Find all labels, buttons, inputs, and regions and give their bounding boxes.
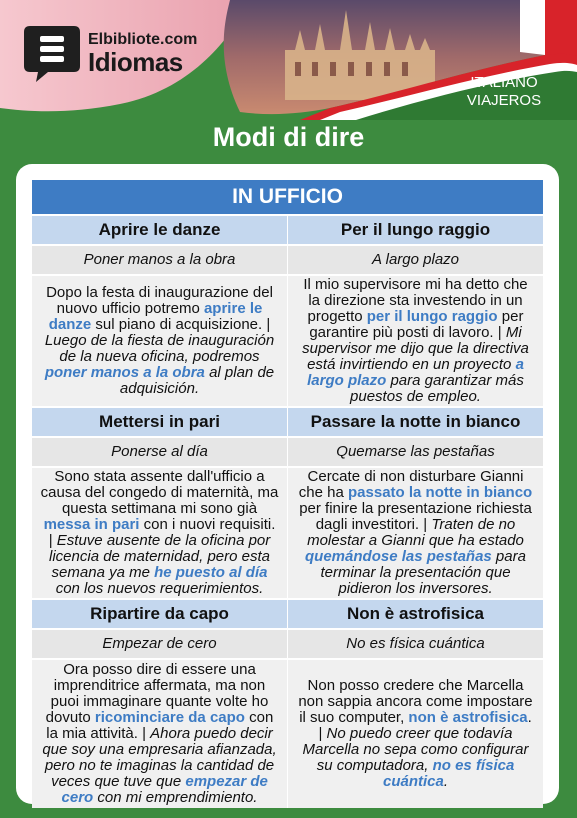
idiom-translation: Empezar de cero <box>32 630 287 658</box>
idiom-table <box>32 180 543 808</box>
example-text: Il mio supervisore mi ha detto che la direzione sta investendo in un progetto <box>303 276 528 325</box>
example-text: Non posso credere che Marcella non sappia ancora come impostare il suo computer, <box>298 677 533 726</box>
highlighted-idiom: messa in pari <box>43 516 140 533</box>
highlighted-idiom: passato la notte in bianco <box>348 484 533 501</box>
idiom-example <box>288 276 543 406</box>
idiom-phrase: Per il lungo raggio <box>288 216 543 244</box>
idiom-example <box>32 468 287 598</box>
example-text: Dopo la festa di inaugurazione del nuovo ufficio potremo <box>46 284 273 317</box>
translation-row <box>32 436 543 466</box>
idiom-phrase: Aprire le danze <box>32 216 287 244</box>
course-label <box>449 74 559 110</box>
example-translation-text: Traten de no molestar a Gianni que ha estado <box>307 516 524 549</box>
translation-row <box>32 244 543 274</box>
example-translation-text: con mi emprendimiento. <box>93 789 258 806</box>
phrase-row <box>32 214 543 244</box>
highlighted-idiom-translation: he puesto al día <box>154 564 268 581</box>
example-text: sul piano di acquisizione. | <box>91 316 271 333</box>
example-text: per finire la presentazione richiesta dagli investitori. | <box>299 500 532 533</box>
example-text: per garantire più posti di lavoro. | <box>309 308 524 341</box>
speech-bubble-logo-icon <box>22 22 82 84</box>
header <box>0 0 577 120</box>
idiom-example <box>32 276 287 406</box>
idiom-phrase: Non è astrofisica <box>288 600 543 628</box>
idiom-example <box>32 660 287 808</box>
logo-brand-name: Idiomas <box>88 46 183 77</box>
brand-logo[interactable] <box>22 22 197 84</box>
idiom-phrase: Passare la notte in bianco <box>288 408 543 436</box>
example-row <box>32 466 543 598</box>
example-translation-text: con los nuevos requerimientos. <box>55 580 264 597</box>
example-translation-text: Luego de la fiesta de inauguración de la nueva oficina, podremos <box>44 332 275 365</box>
idiom-translation: Poner manos a la obra <box>32 246 287 274</box>
phrase-row <box>32 598 543 628</box>
idiom-translation: Ponerse al día <box>32 438 287 466</box>
idiom-example <box>288 468 543 598</box>
example-translation-text: Mi supervisor me dijo que la directiva está invirtiendo en un proyecto <box>302 324 529 373</box>
example-translation-text: Ahora puedo decir que soy una empresaria afianzada, pero no te imaginas la cantidad de veces que tuve que <box>42 725 277 790</box>
example-translation-text: . <box>443 773 449 790</box>
logo-site-name: Elbibliote.com <box>88 30 198 48</box>
idiom-translation: No es física cuántica <box>288 630 543 658</box>
course-level: VIAJEROS <box>466 92 542 109</box>
highlighted-idiom-translation: quemándose las pestañas <box>305 548 492 565</box>
page-title: Modi di dire <box>212 122 365 152</box>
highlighted-idiom-translation: poner manos a la obra <box>44 364 205 381</box>
course-language: ITALIANO <box>470 74 538 91</box>
highlighted-idiom-translation: empezar de cero <box>61 773 268 806</box>
example-row <box>32 274 543 406</box>
content-card <box>16 164 559 804</box>
highlighted-idiom-translation: a largo plazo <box>307 356 524 389</box>
example-translation-text: para garantizar más puestos de empleo. <box>350 372 524 405</box>
phrase-row <box>32 406 543 436</box>
translation-row <box>32 628 543 658</box>
example-text: . | <box>318 709 532 742</box>
highlighted-idiom: ricominciare da capo <box>94 709 245 726</box>
highlighted-idiom: non è astrofisica <box>408 709 528 726</box>
example-text: con la mia attività. | <box>46 709 274 742</box>
highlighted-idiom: aprire le danze <box>48 300 263 333</box>
highlighted-idiom: per il lungo raggio <box>366 308 498 325</box>
example-translation-text: para terminar la presentación que pidieron los inversores. <box>320 548 526 597</box>
idiom-phrase: Mettersi in pari <box>32 408 287 436</box>
idiom-phrase: Ripartire da capo <box>32 600 287 628</box>
idiom-example <box>288 660 543 808</box>
idiom-translation: Quemarse las pestañas <box>288 438 543 466</box>
example-text: con i nuovi requisiti. | <box>48 516 276 549</box>
idiom-translation: A largo plazo <box>288 246 543 274</box>
example-row <box>32 658 543 808</box>
highlighted-idiom-translation: no es física cuántica <box>382 757 515 790</box>
example-translation-text: Estuve ausente de la oficina por licencia de maternidad, pero esta semana ya me <box>49 532 271 581</box>
section-title: IN UFFICIO <box>32 180 543 214</box>
example-text: Ora posso dire di essere una imprenditrice affermata, ma non puoi immaginare quante volte ho dovuto <box>45 661 269 726</box>
example-text: Cercate di non disturbare Gianni che ha <box>298 468 524 501</box>
example-translation-text: No puedo creer que todavía Marcella no sepa como configurar su computadora, <box>302 725 529 774</box>
example-text: Sono stata assente dall'ufficio a causa del congedo di maternità, ma questa settimana mi sono già <box>40 468 279 517</box>
example-translation-text: al plan de adquisición. <box>119 364 275 397</box>
